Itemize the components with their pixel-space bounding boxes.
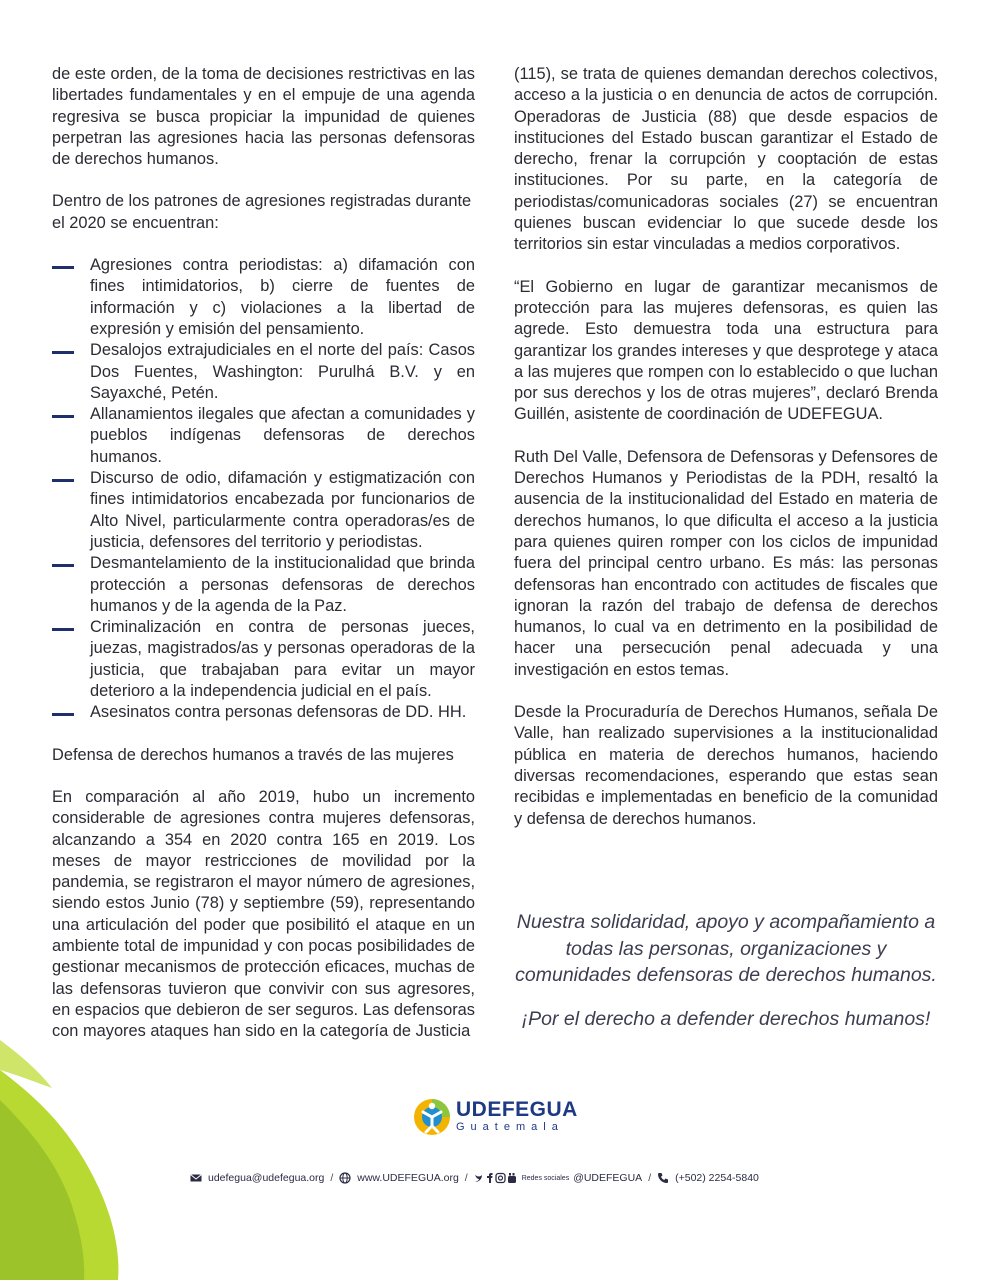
decorative-swoosh	[0, 1040, 140, 1280]
dash-bullet-icon	[52, 415, 74, 418]
procuraduria-paragraph: Desde la Procuraduría de Derechos Humanos, señala De Valle, han realizado supervisiones a la institucionalidad pública en materia de derechos humanos, haciendo diversas recomendaciones, esperando que estas sean recibidas e implementadas en beneficio de la comunidad y defensa de derechos humanos.	[514, 703, 938, 828]
closing-message	[508, 909, 944, 1032]
list-item: Asesinatos contra personas defensoras de DD. HH.	[52, 702, 475, 723]
website-link[interactable]: www.UDEFEGUA.org	[357, 1172, 459, 1184]
dash-bullet-icon	[52, 564, 74, 567]
list-item: Allanamientos ilegales que afectan a comunidades y pueblos indígenas defensoras de derechos humanos.	[52, 404, 475, 468]
social-handle[interactable]: @UDEFEGUA	[573, 1172, 643, 1184]
footer-contact-bar: udefegua@udefegua.org / www.UDEFEGUA.org / Redes sociales @UDEFEGUA / (+502) 2254-5840	[190, 1170, 810, 1186]
ruth-paragraph: Ruth Del Valle, Defensora de Defensoras y Defensores de Derechos Humanos y Periodistas de la PDH, resaltó la ausencia de la institucionalidad del Estado en materia de derechos humanos, lo que dificulta el acceso a la justicia para quienes quiren romper con los ciclos de impunidad fuera del principal centro urbano. Es más: las personas defensoras han encontrado con actitudes de fiscales que ignoran la razón del trabajo de defensa de derechos humanos, lo cual va en detrimento en la posibilidad de hacer una persecución penal adecuada y una investigación en estos temas.	[514, 447, 938, 679]
left-column	[52, 64, 475, 1042]
list-item: Desalojos extrajudiciales en el norte del país: Casos Dos Fuentes, Washington: Purulhá B.V. y en Sayaxché, Petén.	[52, 340, 475, 404]
list-item: Agresiones contra periodistas: a) difamación con fines intimidatorios, b) cierre de fuentes de información y c) violaciones a la libertad de expresión y emisión del pensamiento.	[52, 255, 475, 340]
logo-subtitle: Guatemala	[456, 1121, 564, 1133]
social-media-icons[interactable]	[474, 1172, 516, 1184]
list-item: Discurso de odio, difamación y estigmatización con fines intimidatorios encabezada por funcionarios de Alto Nivel, particularmente contra operadoras/es de justicia, defensores del territorio y periodistas.	[52, 468, 475, 553]
dash-bullet-icon	[52, 479, 74, 482]
phone-number[interactable]: (+502) 2254-5840	[675, 1172, 759, 1184]
solidarity-message: Nuestra solidaridad, apoyo y acompañamiento a todas las personas, organizaciones y comunidades defensoras de derechos humanos.	[515, 911, 937, 986]
email-link[interactable]: udefegua@udefegua.org	[208, 1172, 325, 1184]
dash-bullet-icon	[52, 351, 74, 354]
list-item: Criminalización en contra de personas jueces, juezas, magistrados/as y personas operadoras de la justicia, que trabajaban para evitar un mayor deterioro a la independencia judicial en el país.	[52, 617, 475, 702]
comparison-paragraph: En comparación al año 2019, hubo un incremento considerable de agresiones contra mujeres defensoras, alcanzando a 354 en 2020 contra 165 en 2019. Los meses de mayor restricciones de movilidad por la pandemia, se registraron el mayor número de agresiones, siendo estos Junio (78) y septiembre (59), representando una articulación del poder que posibilitó el ataque en un ambiente total de impunidad y con pocas posibilidades de gestionar mecanismos de protección eficaces, muchas de las defensoras tuvieron que convivir con sus agresores, en espacios que debieron de ser seguros. Las defensoras con mayores ataques han sido en la categoría de Justicia	[52, 787, 475, 1041]
slogan: ¡Por el derecho a defender derechos humanos!	[521, 1007, 931, 1030]
patterns-intro: Dentro de los patrones de agresiones registradas durante el 2020 se encuentran:	[52, 192, 472, 232]
right-column	[514, 64, 938, 830]
dash-bullet-icon	[52, 713, 74, 716]
aggression-patterns-list	[52, 255, 475, 724]
udefegua-logo	[412, 1097, 582, 1141]
intro-paragraph: de este orden, de la toma de decisiones restrictivas en las libertades fundamentales y en el empuje de una agenda regresiva se busca propiciar la impunidad de quienes perpetran las agresiones hacia las personas defensoras de derechos humanos.	[52, 65, 475, 169]
section-heading: Defensa de derechos humanos a través de las mujeres	[52, 745, 454, 764]
email-icon	[190, 1172, 202, 1184]
dash-bullet-icon	[52, 266, 74, 269]
list-item: Desmantelamiento de la institucionalidad que brinda protección a personas defensoras de derechos humanos y de la agenda de la Paz.	[52, 553, 475, 617]
logo-name: UDEFEGUA	[456, 1098, 578, 1121]
udefegua-emblem-icon	[412, 1097, 452, 1137]
dash-bullet-icon	[52, 628, 74, 631]
social-label: Redes sociales	[521, 1174, 570, 1182]
continuation-paragraph: (115), se trata de quienes demandan derechos colectivos, acceso a la justicia o en denuncia de actos de corrupción. Operadoras de Justicia (88) que desde espacios de instituciones del Estado buscan garantizar el Estado de derecho, frenar la corrupción y cooptación de estas instituciones. Por su parte, en la categoría de periodistas/comunicadoras sociales (27) se encuentran quienes buscan evidenciar lo que sucede desde los territorios sin estar vinculadas a medios corporativos.	[514, 65, 938, 254]
phone-icon	[657, 1172, 669, 1184]
globe-icon	[339, 1172, 351, 1184]
quote-paragraph: “El Gobierno en lugar de garantizar mecanismos de protección para las mujeres defensoras, es quien las agrede. Esto demuestra toda una estructura para garantizar los grandes intereses y que desprotege y ataca a las mujeres que rompen con lo establecido o que luchan por sus derechos y los de otras mujeres”, declaró Brenda Guillén, asistente de coordinación de UDEFEGUA.	[514, 277, 938, 424]
